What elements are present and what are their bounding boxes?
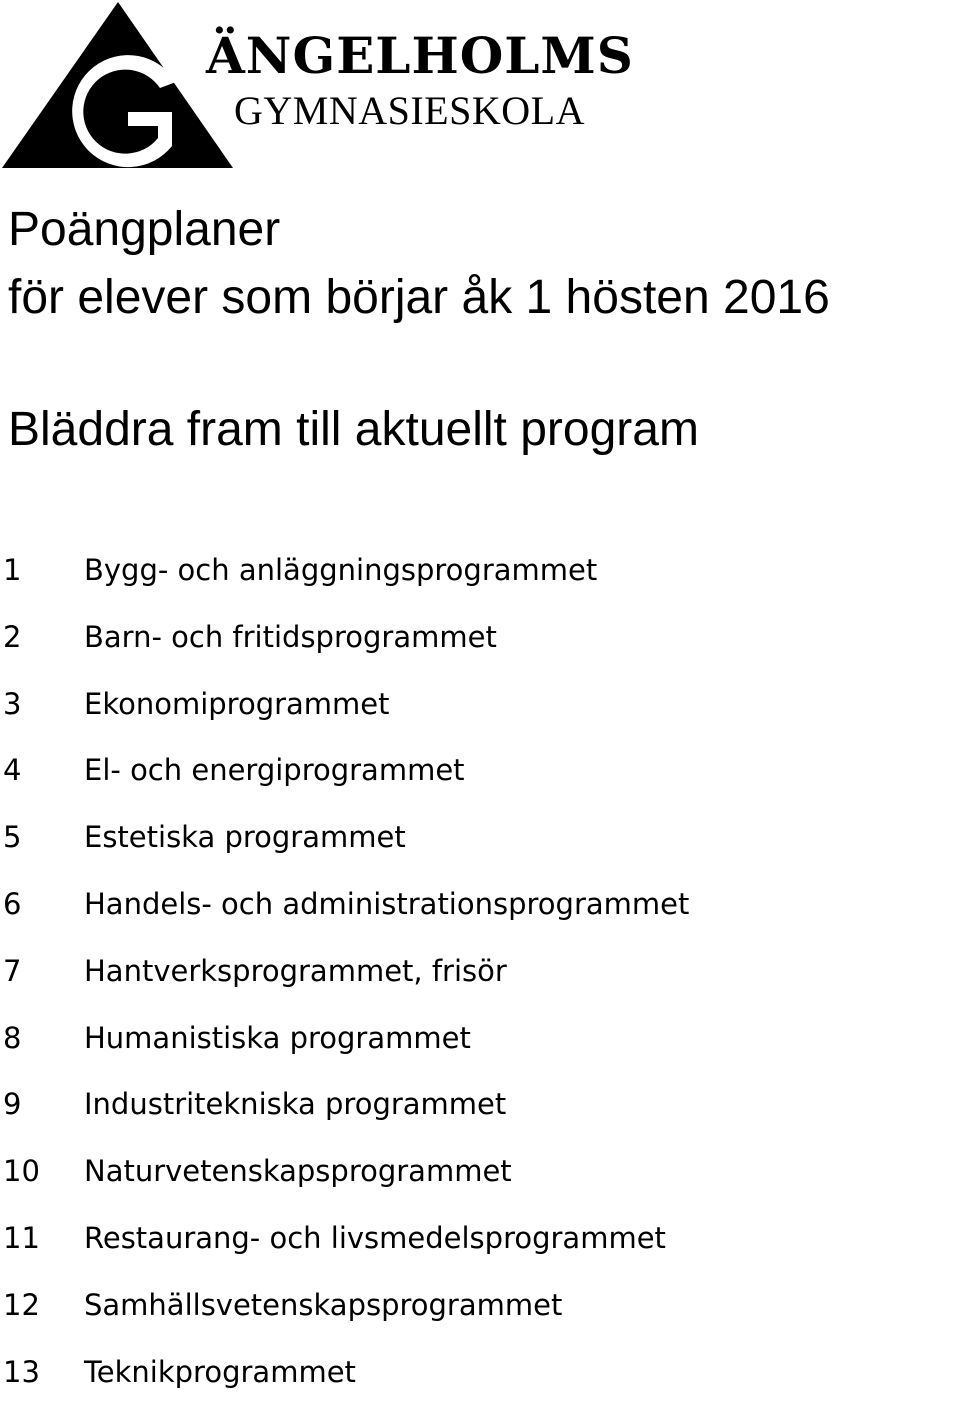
- program-number: 3: [3, 686, 22, 721]
- program-number: 12: [3, 1287, 40, 1322]
- program-name: Handels- och administrationsprogrammet: [84, 886, 690, 921]
- program-item[interactable]: [0, 1285, 689, 1325]
- program-name: Industritekniska programmet: [84, 1087, 507, 1122]
- program-name: Bygg- och anläggningsprogrammet: [84, 553, 598, 587]
- program-item[interactable]: [0, 1018, 689, 1058]
- program-number: 10: [3, 1154, 40, 1189]
- program-item[interactable]: [0, 1084, 689, 1124]
- program-item[interactable]: [0, 617, 689, 657]
- program-number: 5: [3, 820, 22, 855]
- program-name: Ekonomiprogrammet: [84, 686, 390, 721]
- program-name: Teknikprogrammet: [84, 1354, 356, 1389]
- program-item[interactable]: [0, 1151, 689, 1191]
- program-number: 2: [3, 619, 22, 654]
- logo-school-name: ÄNGELHOLMS: [206, 26, 634, 85]
- program-item[interactable]: [0, 750, 689, 790]
- program-name: Restaurang- och livsmedelsprogrammet: [84, 1220, 666, 1255]
- instruction-text: Bläddra fram till aktuellt program: [8, 403, 699, 456]
- triangle-g-logo-icon: [0, 0, 240, 175]
- title-line-1: Poängplaner: [8, 203, 281, 256]
- program-number: 9: [3, 1087, 22, 1122]
- program-name: Naturvetenskapsprogrammet: [84, 1154, 512, 1189]
- program-number: 13: [3, 1354, 40, 1389]
- program-item[interactable]: [0, 817, 689, 857]
- program-number: 8: [3, 1020, 22, 1055]
- program-name: Barn- och fritidsprogrammet: [84, 619, 497, 654]
- program-name: Hantverksprogrammet, frisör: [84, 953, 507, 988]
- program-item[interactable]: [0, 1218, 689, 1258]
- program-name: Humanistiska programmet: [84, 1020, 471, 1055]
- page-title: [8, 196, 830, 332]
- program-number: 6: [3, 886, 22, 921]
- title-line-2: för elever som börjar åk 1 hösten 2016: [8, 271, 830, 324]
- program-name: Samhällsvetenskapsprogrammet: [84, 1287, 563, 1322]
- logo-school-subtitle: GYMNASIESKOLA: [234, 88, 585, 133]
- program-list: [0, 550, 689, 1418]
- program-number: 4: [3, 753, 22, 788]
- program-item[interactable]: [0, 684, 689, 724]
- program-item[interactable]: [0, 951, 689, 991]
- program-item[interactable]: [0, 1352, 689, 1392]
- program-name: El- och energiprogrammet: [84, 753, 465, 788]
- school-logo: [0, 0, 660, 175]
- program-number: 7: [3, 953, 22, 988]
- program-number: 11: [3, 1220, 40, 1255]
- program-number: 1: [3, 553, 22, 587]
- program-name: Estetiska programmet: [84, 820, 406, 855]
- program-item[interactable]: [0, 550, 689, 590]
- program-item[interactable]: [0, 884, 689, 924]
